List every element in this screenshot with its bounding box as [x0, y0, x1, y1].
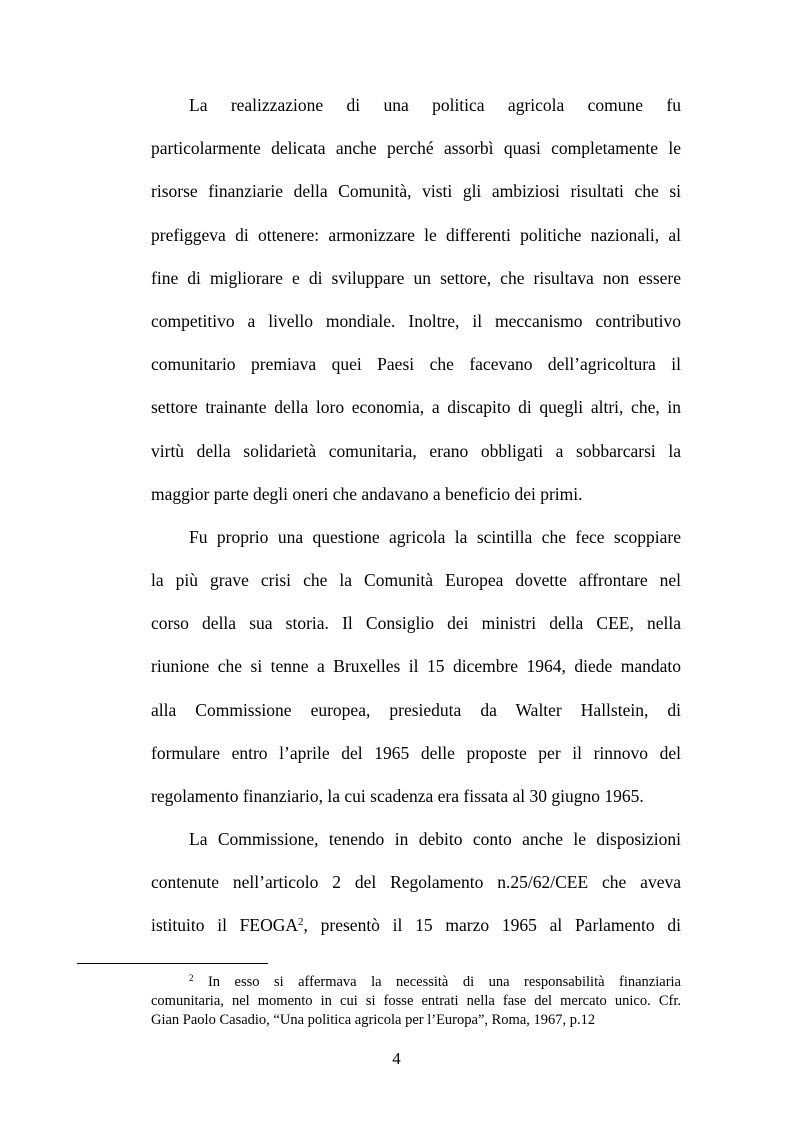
text-line: riunione che si tenne a Bruxelles il 15 dicembre 1964, diede mandato [151, 656, 681, 676]
text-line: corso della sua storia. Il Consiglio dei ministri della CEE, nella [151, 613, 681, 633]
footnote-line: $^2$ In esso si affermava la necessità di una responsabilità finanziaria [189, 973, 681, 990]
footnote-reference: 2 [298, 916, 304, 928]
text-line: formulare entro l’aprile del 1965 delle proposte per il rinnovo del [151, 743, 681, 763]
text-line: la più grave crisi che la Comunità Europea dovette affrontare nel [151, 570, 681, 590]
text-line [151, 914, 681, 936]
text-line: competitivo a livello mondiale. Inoltre, il meccanismo contributivo [151, 311, 681, 331]
footnote-marker: 2 [189, 973, 194, 983]
text-line: contenute nell’articolo 2 del Regolamento n.25/62/CEE che aveva [151, 872, 681, 892]
footnote-line: comunitaria, nel momento in cui si fosse entrati nella fase del mercato unico. Cfr. [151, 993, 681, 1009]
text-line: comunitario premiava quei Paesi che facevano dell’agricoltura il [151, 354, 681, 374]
text-line: maggior parte degli oneri che andavano a beneficio dei primi. [151, 484, 583, 504]
text-line: prefiggeva di ottenere: armonizzare le differenti politiche nazionali, al [151, 225, 681, 245]
page-number: 4 [392, 1049, 401, 1068]
footnote-line: Gian Paolo Casadio, “Una politica agricola per l’Europa”, Roma, 1967, p.12 [151, 1012, 596, 1028]
text-line: risorse finanziarie della Comunità, visti gli ambiziosi risultati che si [151, 181, 681, 201]
text-line: settore trainante della loro economia, a discapito di quegli altri, che, in [151, 397, 681, 417]
text-line: fine di migliorare e di sviluppare un settore, che risultava non essere [151, 268, 681, 288]
text-line: virtù della solidarietà comunitaria, erano obbligati a sobbarcarsi la [151, 441, 681, 461]
text-segment: , presentò il 15 marzo 1965 al Parlamento di [303, 915, 681, 935]
text-line: La Commissione, tenendo in debito conto anche le disposizioni [189, 829, 681, 849]
text-line: regolamento finanziario, la cui scadenza era fissata al 30 giugno 1965. [151, 786, 644, 806]
text-segment: istituito il FEOGA [151, 915, 299, 935]
footnote-divider [77, 963, 268, 964]
text-line: Fu proprio una questione agricola la scintilla che fece scoppiare [189, 527, 681, 547]
text-line: La realizzazione di una politica agricola comune fu [189, 95, 681, 115]
text-line: alla Commissione europea, presieduta da Walter Hallstein, di [151, 700, 681, 720]
text-line: particolarmente delicata anche perché assorbì quasi completamente le [151, 138, 681, 158]
